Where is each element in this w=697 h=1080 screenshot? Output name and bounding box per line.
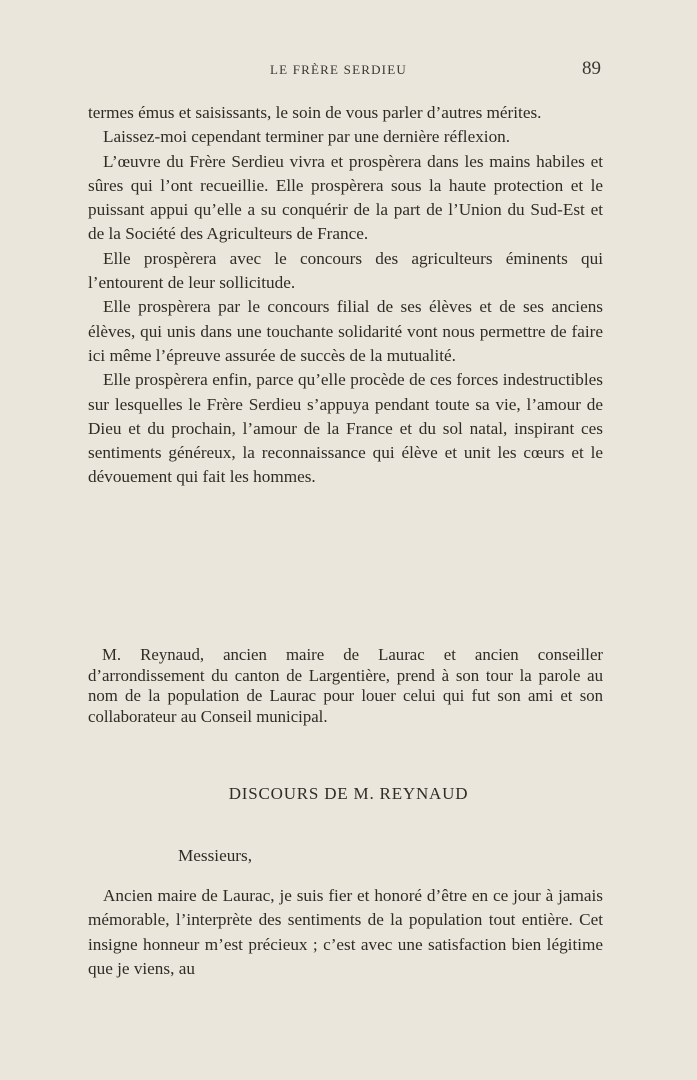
paragraph: L’œuvre du Frère Serdieu vivra et prospèrera dans les mains habiles et sûres qui l’ont recueillie. Elle prospèrera sous la haute protection et le puissant appui qu’elle a su conquérir de la part de l’Union du Sud-Est et de la Société des Agriculteurs de France. — [88, 151, 603, 244]
text-block-continuation — [88, 101, 603, 490]
paragraph: Elle prospèrera avec le concours des agriculteurs éminents qui l’entourent de leur sollicitude. — [88, 248, 603, 293]
paragraph: M. Reynaud, ancien maire de Laurac et ancien conseiller d’arrondissement du canton de Largentière, prend à son tour la parole au nom de la population de Laurac pour louer celui qui fut son ami et son collaborateur au Conseil municipal. — [88, 645, 603, 726]
speech-title: DISCOURS DE M. REYNAUD — [228, 784, 469, 803]
running-title: LE FRÈRE SERDIEU — [270, 62, 407, 77]
paragraph: termes émus et saisissants, le soin de vous parler d’autres mérites. — [88, 103, 542, 122]
narrative-block — [88, 645, 603, 727]
paragraph: Elle prospèrera par le concours filial de ses élèves et de ses anciens élèves, qui unis dans une touchante solidarité vont nous permettre de faire ici même l’épreuve assurée de succès de la mutualité. — [88, 297, 603, 365]
paragraph: Laissez-moi cependant terminer par une dernière réflexion. — [103, 127, 511, 147]
paragraph: Ancien maire de Laurac, je suis fier et honoré d’être en ce jour à jamais mémorable, l’interprète des sentiments de la population tout entière. Cet insigne honneur m’est précieux ; c’est avec une satisfaction bien légitime que je viens, au — [88, 886, 603, 978]
speech-text — [88, 884, 603, 981]
page-number: 89 — [582, 58, 601, 79]
speech-salutation: Messieurs, — [178, 846, 252, 865]
paragraph: Elle prospèrera enfin, parce qu’elle procède de ces forces indestructibles sur lesquelles le Frère Serdieu s’appuya pendant toute sa vie, l’amour de Dieu et du prochain, l’amour de la France et du sol natal, inspirant ces sentiments généreux, la reconnaissance qui élève et unit les cœurs et le dévouement qui fait les hommes. — [88, 370, 603, 487]
